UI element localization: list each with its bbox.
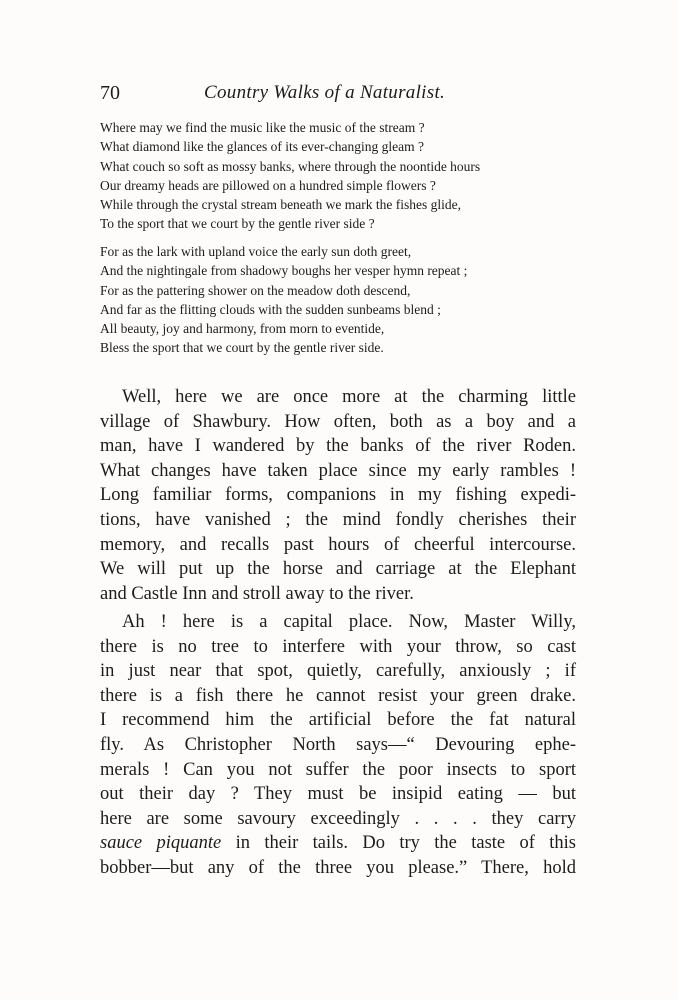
running-head bbox=[100, 80, 580, 106]
verse-line: For as the lark with upland voice the early sun doth greet, bbox=[100, 244, 412, 259]
prose-line: merals ! Can you not suffer the poor insects to sport bbox=[100, 759, 576, 780]
prose-line: We will put up the horse and carriage at the Elephant bbox=[100, 559, 576, 580]
prose-line: out their day ? They must be insipid eating — but bbox=[100, 784, 576, 805]
prose-line-italic bbox=[100, 831, 576, 856]
prose-line: village of Shawbury. How often, both as a boy and a bbox=[100, 411, 576, 432]
prose-line: there is no tree to interfere with your throw, so cast bbox=[100, 636, 576, 657]
prose-line: in just near that spot, quietly, carefully, anxiously ; if bbox=[100, 661, 576, 682]
prose-line: Ah ! here is a capital place. Now, Master Willy, bbox=[122, 612, 576, 632]
prose-line: bobber—but any of the three you please.” There, hold bbox=[100, 857, 576, 878]
verse-stanza-2 bbox=[100, 242, 580, 358]
page-number: 70 bbox=[100, 82, 120, 104]
prose-line: tions, have vanished ; the mind fondly cherishes their bbox=[100, 509, 576, 530]
prose-line: man, have I wandered by the banks of the river Roden. bbox=[100, 436, 576, 457]
verse-line: Bless the sport that we court by the gentle river side. bbox=[100, 340, 384, 356]
verse-line: All beauty, joy and harmony, from morn to eventide, bbox=[100, 321, 385, 337]
verse-line: What diamond like the glances of its ever-changing gleam ? bbox=[100, 139, 424, 155]
prose-line: and Castle Inn and stroll away to the river. bbox=[100, 583, 414, 604]
verse-line: Where may we find the music like the music of the stream ? bbox=[100, 120, 425, 135]
prose-line: Long familiar forms, companions in my fishing expedi- bbox=[100, 485, 576, 506]
italic-phrase: sauce piquante bbox=[100, 833, 222, 854]
verse-line: While through the crystal stream beneath we mark the fishes glide, bbox=[100, 197, 462, 213]
prose-line-rest: in their tails. Do try the taste of this bbox=[221, 833, 576, 854]
prose-line: fly. As Christopher North says—“ Devouring ephe- bbox=[100, 734, 576, 755]
prose-line: here are some savoury exceedingly . . . . they carry bbox=[100, 808, 576, 829]
prose-line: I recommend him the artificial before the fat natural bbox=[100, 710, 576, 731]
prose-paragraph-2 bbox=[100, 610, 576, 881]
verse-line: Our dreamy heads are pillowed on a hundred simple flowers ? bbox=[100, 177, 436, 193]
verse-line: What couch so soft as mossy banks, where through the noontide hours bbox=[100, 158, 481, 174]
prose-line: there is a fish there he cannot resist your green drake. bbox=[100, 685, 576, 706]
prose-paragraph-1 bbox=[100, 385, 576, 606]
prose-line: What changes have taken place since my early rambles ! bbox=[100, 460, 576, 481]
verse-line: And the nightingale from shadowy boughs her vesper hymn repeat ; bbox=[100, 263, 468, 279]
verse-line: And far as the flitting clouds with the sudden sunbeams blend ; bbox=[100, 301, 441, 317]
running-title: Country Walks of a Naturalist. bbox=[204, 82, 446, 103]
prose-line: memory, and recalls past hours of cheerful intercourse. bbox=[100, 534, 576, 555]
verse-stanza-1 bbox=[100, 118, 580, 234]
verse-line: To the sport that we court by the gentle river side ? bbox=[100, 216, 375, 232]
prose-line: Well, here we are once more at the charming little bbox=[122, 387, 576, 407]
verse-line: For as the pattering shower on the meadow doth descend, bbox=[100, 282, 411, 298]
